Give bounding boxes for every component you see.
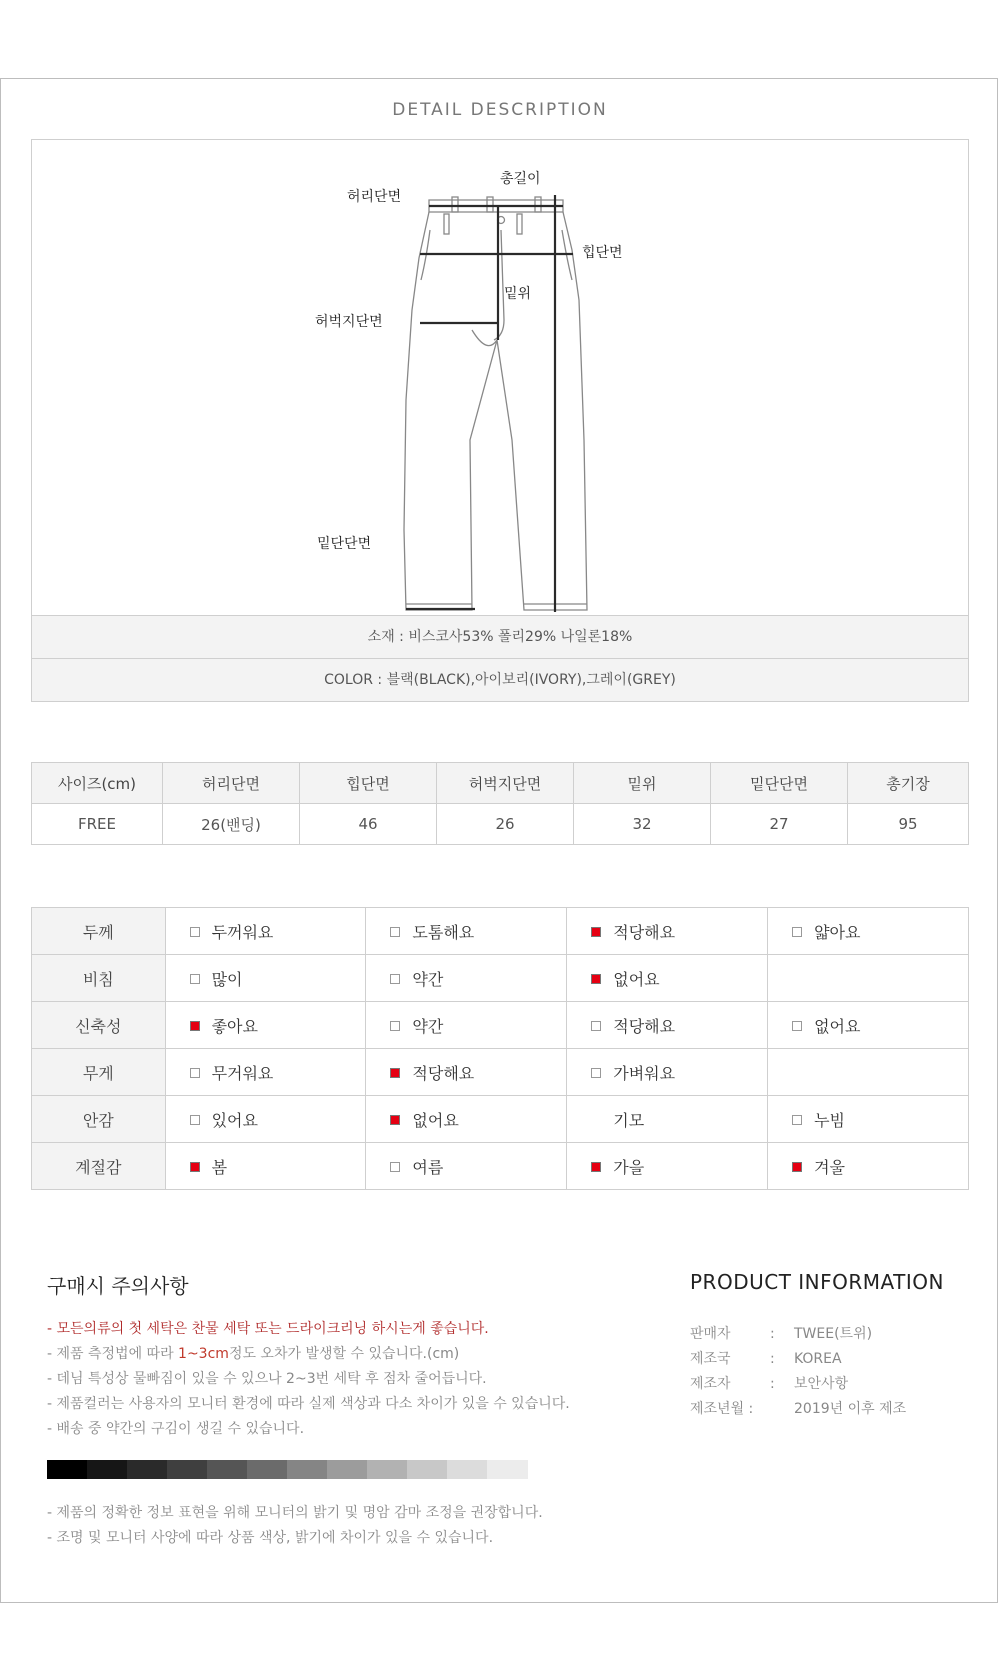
product-info-row — [690, 1373, 848, 1393]
feature-option — [366, 1049, 567, 1096]
size-cell: 26(밴딩) — [163, 804, 300, 845]
feature-option-label: 많이 — [211, 969, 243, 989]
feature-option — [165, 908, 366, 955]
empty-box-icon — [591, 1068, 601, 1078]
feature-option-label: 기모 — [613, 1110, 645, 1130]
feature-option-label: 무거워요 — [211, 1063, 274, 1083]
gray-swatch — [327, 1460, 368, 1479]
empty-box-icon — [390, 974, 400, 984]
product-info-title: PRODUCT INFORMATION — [690, 1270, 944, 1294]
feature-option — [165, 1143, 366, 1190]
gray-swatch — [487, 1460, 528, 1479]
checked-box-icon — [591, 974, 601, 984]
feature-option-label: 여름 — [412, 1157, 444, 1177]
product-info-row — [690, 1398, 906, 1418]
feature-option — [567, 1096, 768, 1143]
checked-box-icon — [190, 1021, 200, 1031]
size-cell: FREE — [32, 804, 163, 845]
feature-option — [165, 1049, 366, 1096]
product-info-sep: : — [770, 1376, 775, 1392]
feature-label: 계절감 — [32, 1143, 166, 1190]
product-info-sep: : — [770, 1351, 775, 1367]
size-header-cell: 허리단면 — [163, 763, 300, 804]
feature-row — [32, 1049, 969, 1096]
gray-swatch — [127, 1460, 168, 1479]
empty-box-icon — [190, 927, 200, 937]
checked-box-icon — [190, 1162, 200, 1172]
size-cell: 46 — [300, 804, 437, 845]
feature-row — [32, 1002, 969, 1049]
notice-text: - 제품 측정법에 따라 — [47, 1346, 179, 1362]
checked-box-icon — [390, 1068, 400, 1078]
feature-option — [366, 1143, 567, 1190]
feature-option-label: 겨울 — [814, 1157, 846, 1177]
feature-row — [32, 955, 969, 1002]
product-info-key: 제조년월 : — [690, 1401, 754, 1417]
notice-line: - 제품의 정확한 정보 표현을 위해 모니터의 밝기 및 명암 감마 조정을 권장합니다. — [47, 1505, 543, 1521]
size-cell: 95 — [848, 804, 969, 845]
feature-option-label: 좋아요 — [211, 1016, 258, 1036]
gray-swatch — [447, 1460, 488, 1479]
feature-option — [366, 1002, 567, 1049]
feature-option — [567, 1002, 768, 1049]
gray-swatch — [407, 1460, 448, 1479]
label-hip: 힙단면 — [582, 245, 623, 261]
feature-option — [768, 1049, 969, 1096]
feature-option — [768, 1096, 969, 1143]
size-diagram-box — [31, 139, 969, 702]
size-table-row — [32, 804, 969, 845]
product-info-key: 제조자 — [690, 1376, 731, 1392]
material-info: 소재 : 비스코사53% 폴리29% 나일론18% — [32, 615, 968, 658]
pants-illustration — [32, 140, 968, 615]
product-info-sep: : — [770, 1326, 775, 1342]
size-header-cell: 밑단단면 — [711, 763, 848, 804]
notice-highlight: 1~3cm — [178, 1346, 229, 1362]
size-cell: 27 — [711, 804, 848, 845]
size-header-cell: 사이즈(cm) — [32, 763, 163, 804]
feature-option — [366, 1096, 567, 1143]
product-info-value: 보안사항 — [794, 1376, 849, 1392]
notice-line: - 데님 특성상 물빠짐이 있을 수 있으나 2~3번 세탁 후 점차 줄어듭니다. — [47, 1371, 487, 1387]
size-header-cell: 밑위 — [574, 763, 711, 804]
feature-label: 두께 — [32, 908, 166, 955]
gray-swatch — [367, 1460, 408, 1479]
feature-option-label: 있어요 — [211, 1110, 258, 1130]
empty-box-icon — [792, 1115, 802, 1125]
product-info-row — [690, 1323, 872, 1343]
feature-option-label: 없어요 — [814, 1016, 861, 1036]
checked-box-icon — [591, 1162, 601, 1172]
feature-option — [768, 908, 969, 955]
size-header-cell: 허벅지단면 — [437, 763, 574, 804]
feature-option-label: 가벼워요 — [613, 1063, 676, 1083]
product-info-value: TWEE(트위) — [794, 1326, 873, 1342]
gray-swatch — [207, 1460, 248, 1479]
feature-option — [165, 1096, 366, 1143]
feature-option-label: 누빔 — [814, 1110, 846, 1130]
empty-box-icon — [390, 1162, 400, 1172]
notice-line: - 모든의류의 첫 세탁은 찬물 세탁 또는 드라이크리닝 하시는게 좋습니다. — [47, 1321, 489, 1337]
feature-row — [32, 1096, 969, 1143]
feature-option-label: 약간 — [412, 969, 444, 989]
feature-label: 안감 — [32, 1096, 166, 1143]
size-table — [31, 762, 969, 845]
product-info-value: 2019년 이후 제조 — [794, 1401, 907, 1417]
feature-option — [768, 1143, 969, 1190]
gray-swatch — [287, 1460, 328, 1479]
feature-option-label: 가을 — [613, 1157, 645, 1177]
gray-swatch — [47, 1460, 88, 1479]
size-cell: 32 — [574, 804, 711, 845]
checked-box-icon — [792, 1162, 802, 1172]
feature-option — [768, 955, 969, 1002]
label-hem: 밑단단면 — [317, 536, 372, 552]
label-thigh: 허벅지단면 — [315, 314, 383, 330]
feature-option — [165, 955, 366, 1002]
empty-box-icon — [591, 1021, 601, 1031]
feature-option-label: 봄 — [211, 1157, 228, 1177]
product-info-value: KOREA — [794, 1351, 842, 1367]
gray-swatch — [247, 1460, 288, 1479]
section-title: DETAIL DESCRIPTION — [392, 100, 608, 120]
feature-option — [567, 1049, 768, 1096]
empty-box-icon — [792, 1021, 802, 1031]
product-info-key: 제조국 — [690, 1351, 731, 1367]
empty-box-icon — [190, 974, 200, 984]
product-info-key: 판매자 — [690, 1326, 731, 1342]
feature-option-label: 없어요 — [412, 1110, 459, 1130]
feature-label: 신축성 — [32, 1002, 166, 1049]
checked-box-icon — [591, 927, 601, 937]
empty-box-icon — [190, 1115, 200, 1125]
size-header-cell: 힙단면 — [300, 763, 437, 804]
checked-box-icon — [390, 1115, 400, 1125]
color-info: COLOR : 블랙(BLACK),아이보리(IVORY),그레이(GREY) — [32, 658, 968, 701]
pants-diagram — [32, 140, 968, 615]
empty-box-icon — [390, 927, 400, 937]
feature-table — [31, 907, 969, 1190]
gray-swatch — [167, 1460, 208, 1479]
gray-swatch — [87, 1460, 128, 1479]
label-waist: 허리단면 — [347, 189, 402, 205]
product-info-row — [690, 1348, 842, 1368]
feature-option — [366, 955, 567, 1002]
notice-line: - 조명 및 모니터 사양에 따라 상품 색상, 밝기에 차이가 있을 수 있습니다. — [47, 1530, 494, 1546]
feature-option — [567, 955, 768, 1002]
feature-option — [165, 1002, 366, 1049]
feature-row — [32, 1143, 969, 1190]
notice-title: 구매시 주의사항 — [47, 1274, 189, 1298]
notice-line: - 제품컬러는 사용자의 모니터 환경에 따라 실제 색상과 다소 차이가 있을 수 있습니다. — [47, 1396, 570, 1412]
feature-label: 비침 — [32, 955, 166, 1002]
notice-line — [47, 1343, 459, 1363]
feature-option-label: 두꺼워요 — [211, 922, 274, 942]
feature-label: 무게 — [32, 1049, 166, 1096]
feature-option-label: 약간 — [412, 1016, 444, 1036]
feature-option — [567, 908, 768, 955]
size-header-cell: 총기장 — [848, 763, 969, 804]
feature-option-label: 도톰해요 — [412, 922, 475, 942]
feature-option — [567, 1143, 768, 1190]
feature-option-label: 적당해요 — [412, 1063, 475, 1083]
feature-option — [366, 908, 567, 955]
feature-option-label: 없어요 — [613, 969, 660, 989]
feature-row — [32, 908, 969, 955]
feature-option-label: 적당해요 — [613, 1016, 676, 1036]
empty-box-icon — [792, 927, 802, 937]
label-total-length: 총길이 — [500, 171, 541, 187]
notice-text: 정도 오차가 발생할 수 있습니다.(cm) — [228, 1346, 460, 1362]
empty-box-icon — [190, 1068, 200, 1078]
size-cell: 26 — [437, 804, 574, 845]
empty-box-icon — [390, 1021, 400, 1031]
feature-option — [768, 1002, 969, 1049]
size-table-header — [32, 763, 969, 804]
feature-option-label: 얇아요 — [814, 922, 861, 942]
label-rise: 밑위 — [504, 286, 532, 302]
feature-option-label: 적당해요 — [613, 922, 676, 942]
notice-line: - 배송 중 약간의 구김이 생길 수 있습니다. — [47, 1421, 305, 1437]
